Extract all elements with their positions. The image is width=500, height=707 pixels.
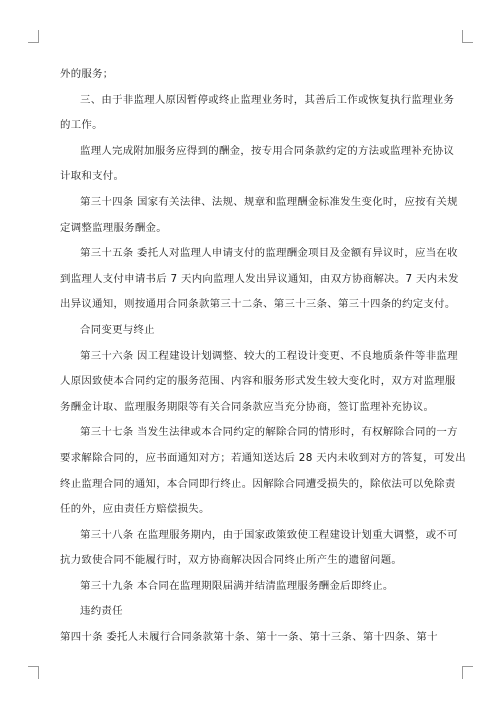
crop-mark-top-right [462,30,473,43]
text-line: 终止监理合同的通知，本合同即行终止。因解除合同遭受损失的，除依法可以免除责 [60,477,456,490]
text-line: 第三十四条 国家有关法律、法规、规章和监理酬金标准发生变化时，应按有关规 [80,195,458,208]
text-line: 抗力致使合同不能履行时，双方协商解决因合同终止所产生的遗留问题。 [60,554,403,567]
text-line: 要求解除合同的，应书面通知对方；若通知送达后 28 天内未收到对方的答复，可发出 [60,451,466,464]
section-heading: 合同变更与终止 [80,323,155,336]
text-line: 监理人完成附加服务应得到的酬金，按专用合同条款约定的方法或监理补充协议 [80,144,455,157]
section-heading: 违约责任 [80,605,123,618]
crop-mark-bottom-left [28,666,39,679]
text-line: 出异议通知，则按通用合同条款第三十二条、第三十三条、第三十四条的约定支付。 [60,298,456,311]
crop-mark-bottom-right [462,666,473,679]
text-line: 第三十八条 在监理服务期内，由于国家政策致使工程建设计划重大调整，或不可 [80,528,458,541]
text-line: 定调整监理服务酬金。 [60,221,167,234]
text-line: 到监理人支付申请书后 7 天内向监理人发出异议通知，由双方协商解决。7 天内未发 [60,272,459,285]
text-line: 第三十九条 本合同在监理期限届满并结清监理服务酬金后即终止。 [80,579,394,592]
text-line: 任的外，应由责任方赔偿损失。 [60,503,210,516]
text-line: 第四十条 委托人未履行合同条款第十条、第十一条、第十三条、第十四条、第十 [60,631,438,644]
text-line: 务酬金计取、监理服务期限等有关合同条款应当充分协商，签订监理补充协议。 [60,400,435,413]
text-line: 三、由于非监理人原因暂停或终止监理业务时，其善后工作或恢复执行监理业务 [80,93,455,106]
text-line: 第三十六条 因工程建设计划调整、较大的工程设计变更、不良地质条件等非监理 [80,349,458,362]
text-line: 外的服务； [60,68,114,80]
crop-mark-top-left [28,30,39,43]
text-line: 第三十五条 委托人对监理人申请支付的监理酬金项目及金额有异议时，应当在收 [80,247,458,260]
document-body [60,62,466,651]
text-line: 计取和支付。 [60,170,125,183]
text-line: 的工作。 [60,119,103,132]
text-line: 第三十七条 当发生法律或本合同约定的解除合同的情形时，有权解除合同的一方 [80,426,458,439]
text-line: 人原因致使本合同约定的服务范围、内容和服务形式发生较大变化时，双方对监理服 [60,375,456,388]
